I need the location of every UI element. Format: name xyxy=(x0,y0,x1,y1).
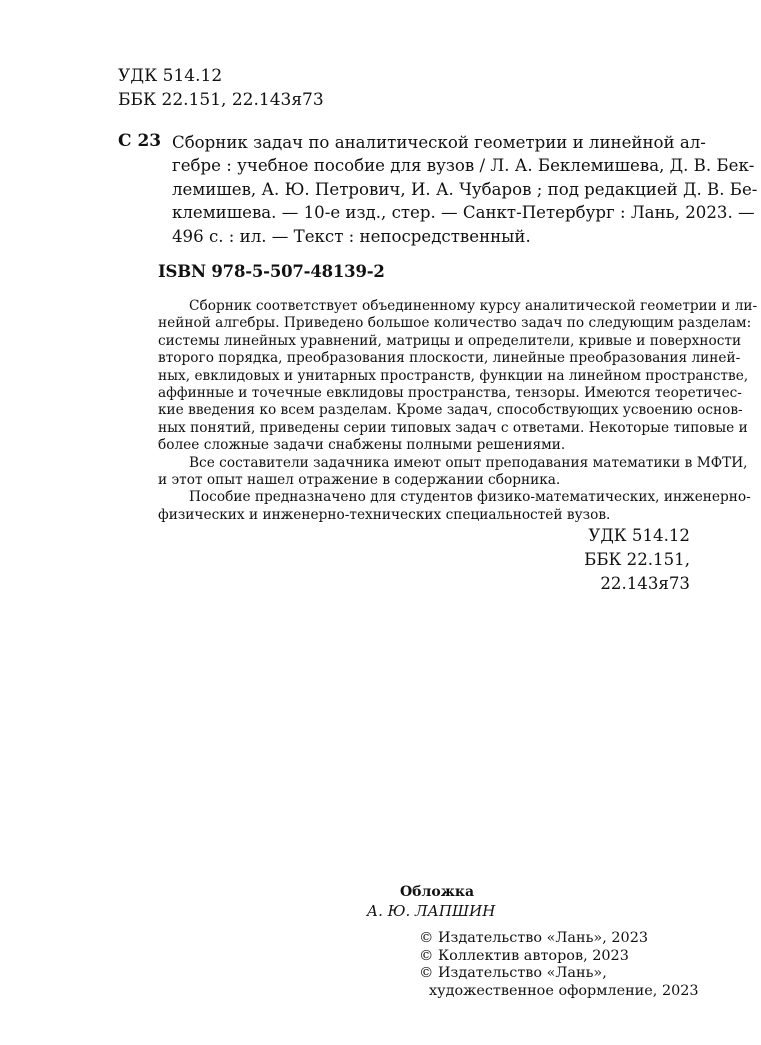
abstract-line: аффинные и точечные евклидовы пространства, тензоры. Имеются теоретичес- xyxy=(158,385,742,402)
abstract-line: Сборник соответствует объединенному курсу аналитической геометрии и ли- xyxy=(189,298,758,314)
udk-code: УДК 514.12 xyxy=(118,66,223,86)
copyright-line: © Издательство «Лань», 2023 xyxy=(419,930,649,946)
abstract-line: и этот опыт нашел отражение в содержании сборника. xyxy=(158,472,561,489)
author-sign: С 23 xyxy=(118,131,162,151)
abstract-line: системы линейных уравнений, матрицы и определители, кривые и поверхности xyxy=(158,332,742,349)
abstract-line: нейной алгебры. Приведено большое количество задач по следующим разделам: xyxy=(158,315,752,332)
abstract-paragraph xyxy=(158,454,748,490)
abstract-line: Все составители задачника имеют опыт преподавания математики в МФТИ, xyxy=(189,454,748,471)
citation-line: 496 с. : ил. — Текст : непосредственный. xyxy=(172,226,531,246)
copyright-block xyxy=(419,930,699,1000)
citation-line: гебре : учебное пособие для вузов / Л. А. Беклемишева, Д. В. Бек- xyxy=(172,156,755,176)
abstract-line: физических и инженерно-технических специальностей вузов. xyxy=(158,506,611,523)
copyright-line: © Издательство «Лань», xyxy=(419,965,607,982)
abstract-paragraph xyxy=(158,489,751,524)
udk-bbk-footer xyxy=(500,524,690,596)
abstract xyxy=(158,298,758,524)
udk-bbk-header xyxy=(118,64,324,112)
copyright-line: © Коллектив авторов, 2023 xyxy=(419,947,629,964)
udk-code: УДК 514.12 xyxy=(588,526,690,545)
bbk-code: ББК 22.151, 22.143я73 xyxy=(584,550,690,593)
abstract-line: ных, евклидовых и унитарных пространств, функции на линейном пространстве, xyxy=(158,367,749,384)
copyright-line: художественное оформление, 2023 xyxy=(429,982,699,999)
bbk-code: ББК 22.151, 22.143я73 xyxy=(118,90,324,110)
cover-artist-name: А. Ю. ЛАПШИН xyxy=(366,902,496,920)
abstract-paragraph xyxy=(158,298,758,455)
citation-line: лемишев, А. Ю. Петрович, И. А. Чубаров ; под редакцией Д. В. Бе- xyxy=(172,179,758,199)
isbn: ISBN 978-5-507-48139-2 xyxy=(158,262,385,281)
abstract-line: ных понятий, приведены серии типовых задач с ответами. Некоторые типовые и xyxy=(158,419,748,436)
abstract-line: Пособие предназначено для студентов физико-математических, инженерно- xyxy=(189,489,751,506)
abstract-line: более сложные задачи снабжены полными решениями. xyxy=(158,437,566,454)
abstract-line: второго порядка, преобразования плоскости, линейные преобразования линей- xyxy=(158,350,741,367)
abstract-line: кие введения ко всем разделам. Кроме задач, способствующих усвоению основ- xyxy=(158,402,743,419)
citation-line: Сборник задач по аналитической геометрии и линейной ал- xyxy=(172,133,706,152)
citation-line: клемишева. — 10-е изд., стер. — Санкт-Петербург : Лань, 2023. — xyxy=(172,203,755,223)
bibliographic-record xyxy=(172,131,758,248)
cover-credit-label: Обложка xyxy=(399,884,475,900)
